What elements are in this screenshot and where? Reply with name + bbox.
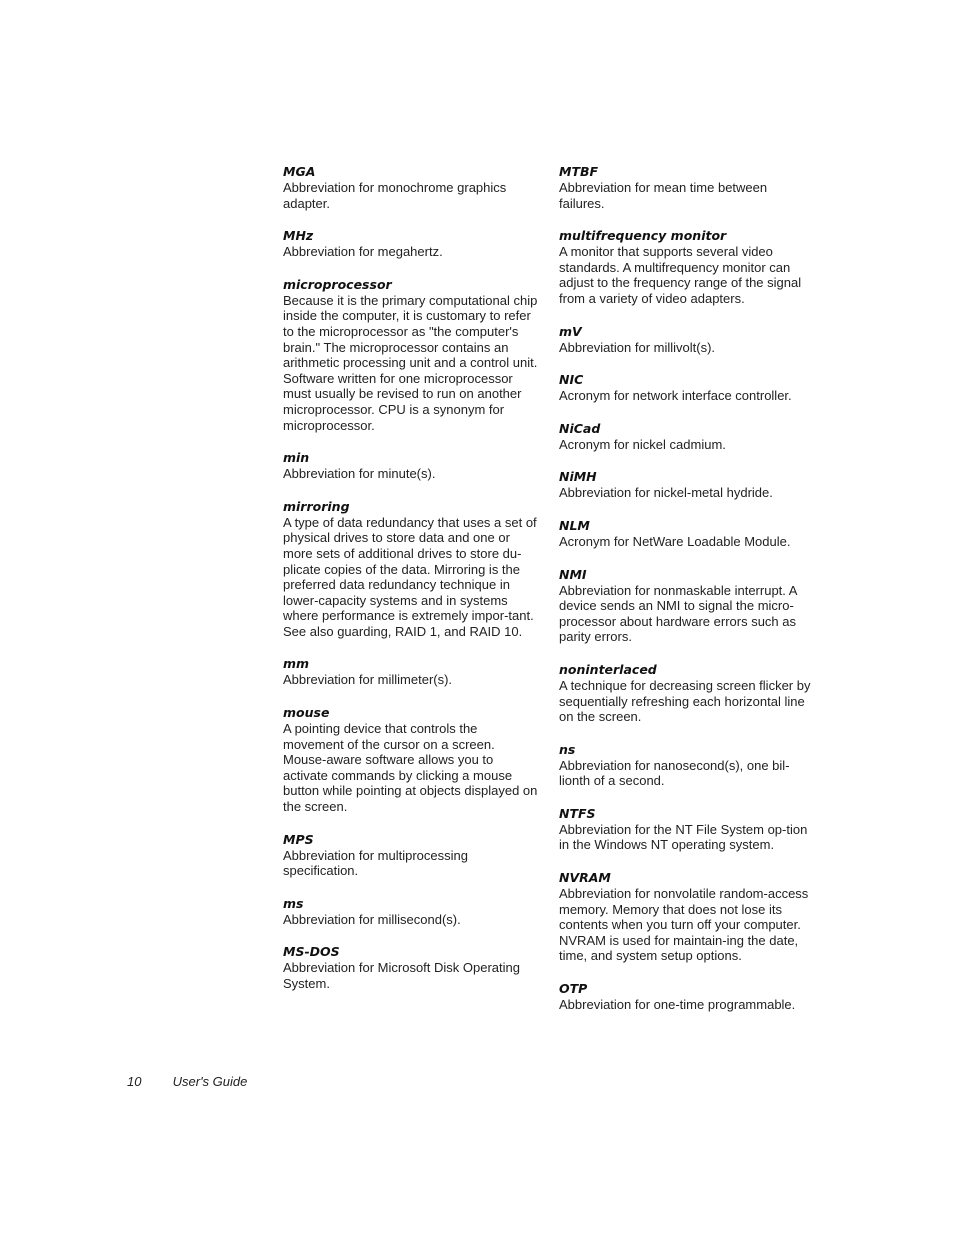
glossary-entry [559, 420, 815, 453]
glossary-entry [283, 498, 539, 640]
glossary-term: noninterlaced [559, 661, 657, 677]
glossary-term: NiCad [559, 420, 601, 436]
glossary-entry [559, 869, 815, 964]
glossary-entry [559, 980, 815, 1013]
glossary-term: NiMH [559, 469, 597, 485]
glossary-entry [283, 449, 539, 482]
glossary-definition: A type of data redundancy that uses a set of physical drives to store data and one or more sets of additional drives to store du-plicate copies of the data. Mirroring is the preferred data redundancy technique in lower-capacity systems and in systems where performance is extremely impor-tant. See also guarding, RAID 1, and RAID 10. [283, 514, 537, 639]
glossary-definition: Abbreviation for millimeter(s). [283, 672, 453, 688]
glossary-definition: A technique for decreasing screen flicker by sequentially refreshing each horizontal line on the screen. [559, 677, 811, 725]
glossary-column-left [283, 163, 539, 1008]
glossary-entry [559, 371, 815, 404]
glossary-definition: Abbreviation for nonmaskable interrupt. A device sends an NMI to signal the micro-processor about hardware errors such as parity errors. [559, 582, 797, 645]
glossary-definition: Abbreviation for megahertz. [283, 244, 443, 260]
glossary-term: ms [283, 895, 304, 911]
glossary-definition: Abbreviation for the NT File System op-tion in the Windows NT operating system. [559, 821, 808, 853]
glossary-definition: Abbreviation for Microsoft Disk Operating System. [283, 960, 520, 991]
glossary-definition: Acronym for nickel cadmium. [559, 436, 726, 452]
glossary-term: MHz [283, 228, 314, 244]
glossary-term: MTBF [559, 164, 599, 179]
glossary-entry [559, 741, 815, 789]
glossary-definition: Abbreviation for millivolt(s). [559, 339, 716, 355]
glossary-definition: Abbreviation for mean time between failures. [559, 180, 768, 211]
glossary-definition: Abbreviation for nanosecond(s), one bil-lionth of a second. [559, 757, 790, 789]
glossary-term: MS-DOS [283, 944, 340, 960]
glossary-term: mm [283, 656, 310, 672]
glossary-column-right [559, 163, 815, 1029]
glossary-definition: Acronym for network interface controller. [559, 388, 792, 404]
glossary-term: MPS [283, 831, 314, 847]
glossary-entry [559, 661, 815, 725]
glossary-entry [283, 895, 539, 928]
glossary-entry [283, 163, 539, 211]
glossary-definition: Because it is the primary computational chip inside the computer, it is customary to refer to the microprocessor as "the computer's brain." The microprocessor contains an arithmetic processing unit and a control unit. Software written for one microprocessor must usually be revised to run on another microprocessor. CPU is a synonym for microprocessor. [283, 292, 538, 433]
glossary-term: ns [559, 741, 576, 757]
glossary-definition: Abbreviation for multiprocessing specification. [283, 847, 468, 879]
glossary-term: MGA [283, 164, 316, 179]
glossary-term: multifrequency monitor [559, 228, 727, 244]
glossary-definition: Abbreviation for nickel-metal hydride. [559, 485, 773, 501]
glossary-definition: Abbreviation for millisecond(s). [283, 911, 461, 927]
glossary-entry [283, 831, 539, 879]
page-footer [127, 1074, 247, 1089]
glossary-entry [559, 227, 815, 306]
glossary-entry [559, 163, 815, 211]
glossary-entry [559, 566, 815, 645]
glossary-entry [559, 517, 815, 550]
glossary-entry [283, 655, 539, 688]
glossary-term: NIC [559, 372, 584, 388]
glossary-term: NTFS [559, 805, 596, 821]
glossary-term: mouse [283, 705, 330, 721]
book-title: User's Guide [172, 1074, 248, 1089]
page-number: 10 [127, 1074, 142, 1089]
glossary-entry [283, 227, 539, 260]
glossary-term: microprocessor [283, 276, 392, 292]
glossary-entry [559, 805, 815, 853]
glossary-entry [559, 468, 815, 501]
glossary-definition: Abbreviation for nonvolatile random-access memory. Memory that does not lose its contents when you turn off your computer. NVRAM is used for maintain-ing the date, time, and system setup options. [559, 886, 809, 964]
glossary-entry [283, 704, 539, 815]
glossary-definition: Acronym for NetWare Loadable Module. [559, 533, 791, 549]
glossary-term: mirroring [283, 498, 350, 514]
glossary-term: mV [559, 323, 582, 339]
glossary-term: min [283, 450, 310, 466]
glossary-term: NMI [559, 566, 587, 582]
glossary-definition: A pointing device that controls the movement of the cursor on a screen. Mouse-aware software allows you to activate commands by clicking a mouse button while pointing at objects displayed on the screen. [283, 721, 538, 815]
glossary-entry [283, 276, 539, 433]
glossary-entry [283, 943, 539, 991]
glossary-definition: Abbreviation for monochrome graphics adapter. [283, 180, 507, 211]
glossary-term: OTP [559, 981, 588, 997]
glossary-entry [559, 323, 815, 356]
glossary-term: NLM [559, 517, 590, 533]
glossary-definition: Abbreviation for one-time programmable. [559, 997, 796, 1013]
glossary-definition: Abbreviation for minute(s). [283, 466, 436, 482]
glossary-term: NVRAM [559, 870, 611, 886]
glossary-definition: A monitor that supports several video standards. A multifrequency monitor can adjust to the frequency range of the signal from a variety of video adapters. [559, 244, 802, 306]
